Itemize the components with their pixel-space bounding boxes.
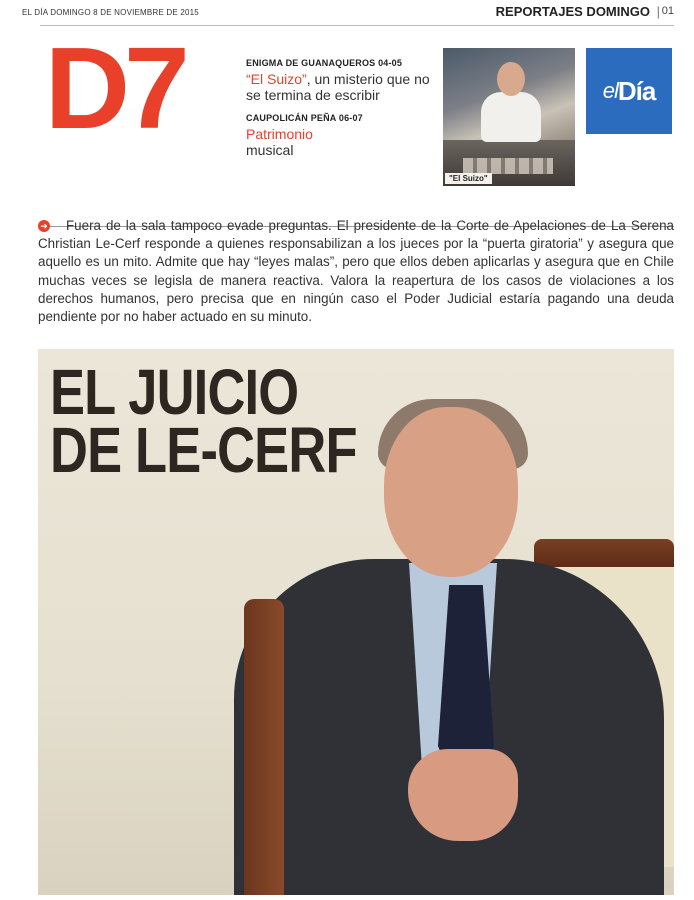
subject-hand bbox=[408, 749, 518, 841]
masthead bbox=[0, 23, 694, 206]
subject-head bbox=[384, 407, 518, 577]
photo-person-head bbox=[497, 62, 525, 96]
el-dia-logo-prefix: el bbox=[602, 78, 618, 103]
teaser-headline-accent: “El Suizo” bbox=[246, 71, 307, 87]
section-separator: | bbox=[656, 4, 660, 19]
photo-person-body bbox=[481, 92, 541, 142]
lede-paragraph bbox=[38, 217, 674, 326]
hero-photo bbox=[38, 349, 674, 895]
teaser-headline bbox=[246, 71, 436, 103]
teaser-photo[interactable] bbox=[443, 48, 575, 186]
teaser-list bbox=[246, 58, 436, 168]
chair-arm bbox=[244, 599, 284, 895]
hero-title-line-2: DE LE-CERF bbox=[50, 414, 357, 486]
teaser-headline-rest: musical bbox=[246, 142, 294, 158]
hero-title-line-1: EL JUICIO bbox=[50, 356, 299, 428]
teaser-kicker: CAUPOLICÁN PEÑA 06-07 bbox=[246, 113, 363, 123]
el-dia-logo-main: Día bbox=[617, 75, 656, 106]
page-number: 01 bbox=[661, 5, 674, 17]
teaser-item[interactable] bbox=[246, 113, 436, 158]
photo-caption: "El Suizo" bbox=[445, 173, 492, 184]
el-dia-logo[interactable] bbox=[586, 48, 672, 134]
teaser-headline-accent: Patrimonio bbox=[246, 126, 313, 142]
dateline: EL DÍA DOMINGO 8 DE NOVIEMBRE DE 2015 bbox=[22, 8, 199, 17]
teaser-item[interactable] bbox=[246, 58, 436, 103]
lede-text: Fuera de la sala tampoco evade preguntas. El presidente de la Corte de Apelaciones de La Serena Christian Le-Cerf responde a quienes responsabilizan a los jueces por la “puerta giratoria” y asegura que aquello es un mito. Admite que hay “leyes malas”, pero que ellos deben aplicarlas y asegura que en Chile muchas veces se legisla de manera reactiva. Valora la reapertura de los casos de violaciones a los derechos humanos, pero precisa que en ningún caso el Poder Judicial estaría pagando una deuda pendiente por no haber actuado en su minuto. bbox=[38, 218, 674, 325]
hero-title bbox=[50, 356, 357, 486]
chair-top-rail bbox=[534, 539, 674, 569]
d7-logo: D7 bbox=[44, 23, 184, 153]
teaser-kicker: ENIGMA DE GUANAQUEROS 04-05 bbox=[246, 58, 403, 68]
teaser-headline bbox=[246, 126, 436, 158]
photo-objects bbox=[463, 158, 553, 174]
arrow-right-icon: ➜ bbox=[38, 220, 50, 232]
section-name: REPORTAJES DOMINGO bbox=[495, 4, 650, 19]
teaser-headline-rest: , un misterio que no se termina de escribir bbox=[246, 71, 430, 103]
